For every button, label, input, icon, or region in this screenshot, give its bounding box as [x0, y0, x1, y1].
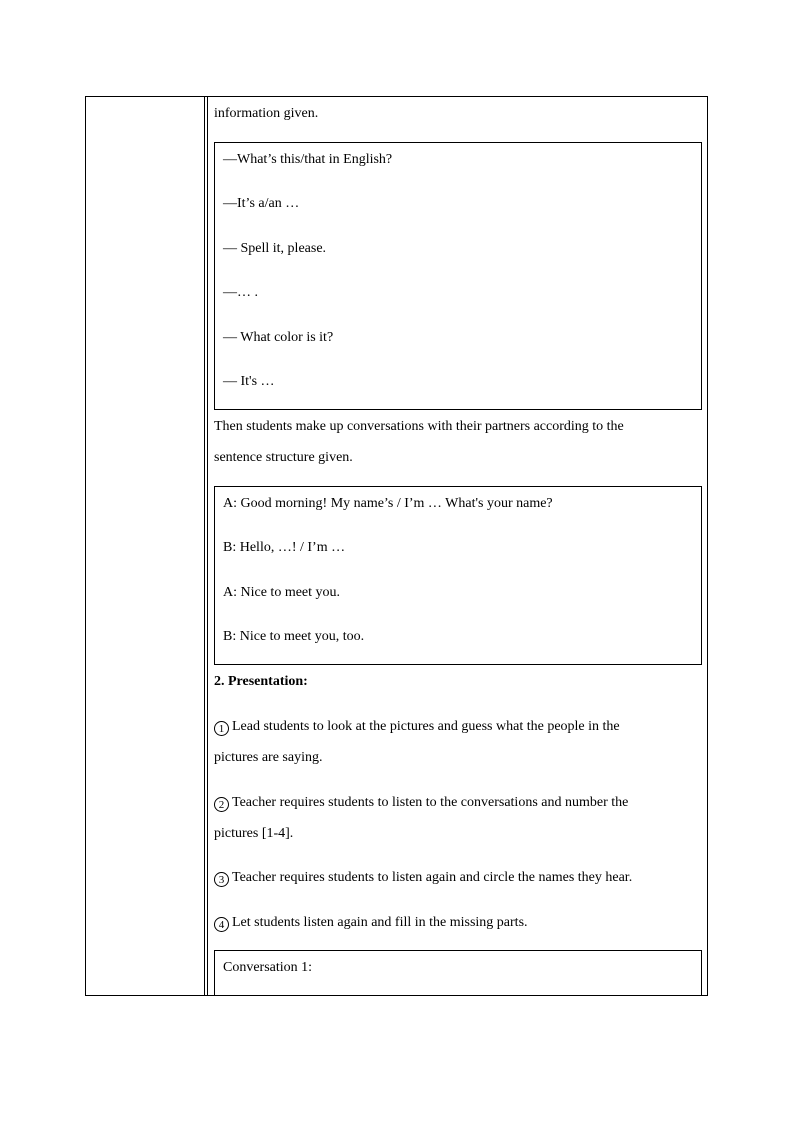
instruction-text: Then students make up conversations with their partners according to the	[214, 419, 624, 434]
dialog-line: A: Nice to meet you.	[223, 585, 341, 600]
dialog-line: —It’s a/an …	[223, 196, 300, 211]
conversation-box	[214, 950, 702, 996]
dialog-line: —What’s this/that in English?	[223, 152, 393, 167]
intro-line: information given.	[214, 106, 319, 121]
greeting-dialog-box	[214, 486, 702, 665]
step-number: 1	[214, 721, 229, 736]
step-item: 3 Teacher requires students to listen again and circle the names they hear.	[214, 869, 632, 887]
step-number: 2	[214, 797, 229, 812]
dialog-line: A: Good morning! My name’s / I’m … What's your name?	[223, 496, 553, 511]
step-number: 4	[214, 917, 229, 932]
dialog-line: — It's …	[223, 374, 275, 389]
lesson-table	[85, 96, 708, 996]
step-item-continuation: pictures are saying.	[214, 750, 323, 765]
step-item: 4 Let students listen again and fill in the missing parts.	[214, 914, 528, 932]
dialog-line: — Spell it, please.	[223, 241, 327, 256]
dialog-line: B: Hello, …! / I’m …	[223, 540, 346, 555]
section-heading: 2. Presentation:	[214, 674, 308, 689]
step-item-continuation: pictures [1-4].	[214, 826, 294, 841]
column-divider	[207, 97, 208, 995]
dialog-line: — What color is it?	[223, 330, 334, 345]
step-item: 1 Lead students to look at the pictures and guess what the people in the	[214, 718, 620, 736]
conversation-label: Conversation 1:	[223, 960, 313, 975]
dialog-line: —… .	[223, 285, 258, 300]
step-number: 3	[214, 872, 229, 887]
column-divider	[204, 97, 205, 995]
question-dialog-box	[214, 142, 702, 410]
dialog-line: B: Nice to meet you, too.	[223, 629, 365, 644]
step-item: 2 Teacher requires students to listen to the conversations and number the	[214, 794, 628, 812]
instruction-text: sentence structure given.	[214, 450, 353, 465]
